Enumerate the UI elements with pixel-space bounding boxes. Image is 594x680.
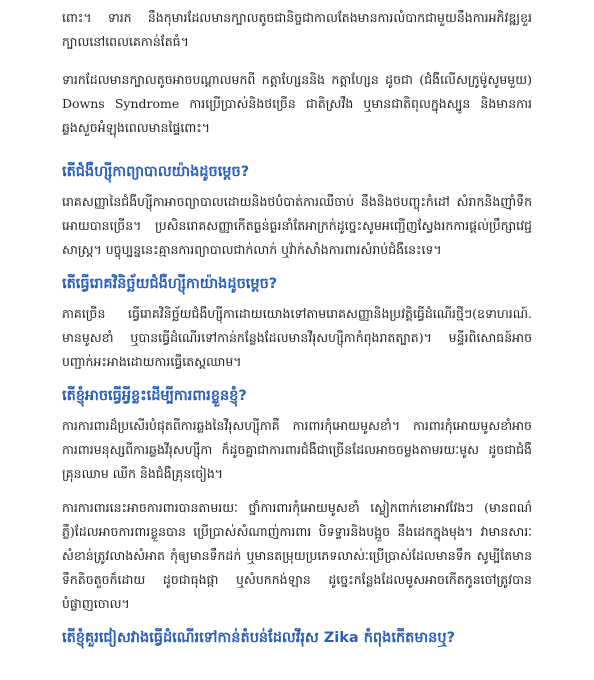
heading-treatment: តើជំងឺហ្ស៊ីកាព្យាបាលយ៉ាងដូចម្តេច? [62,164,250,180]
paragraph-protection-measures: ការការពារនេះអាចការពារបានតាមរយៈ ថ្នាំការពារកុំអោយមូសខាំ ស្លៀកពាក់ខោអាវវែងៗ (មានពណ៌ភ្លឺ)ដែលអាចការពារខ្លួនបាន ប្រើប្រាស់សំណាញ់ការពារ បិទទ្វារនិងបង្អួច នឹងដេកក្នុងមុង។ វាមានសារៈសំខាន់ត្រូវលាងសំអាត កុំឲ្យមានទឹកដក់ ឬមានតម្រុយប្រភេទលាស់ៈប្រើប្រាស់ដែលមានទឹក សូម្បីតែមានទឹកតិចតួចក៏ដោយ ដូចជាធុងផ្កា ឬសំបកកង់ឡាន ដូច្នេះកន្លែងដែលមូសអាចកើតកូនចៅត្រូវបានបំផ្លាញចោល។ [62,500,532,611]
paragraph-protection-bites: ការការពារដ៏ប្រសើរបំផុតពីការឆ្លងនៃវីរុសហ្ស៊ីកាគឺ ការពារកុំអោយមូសខាំ។ ការពារកុំអោយមូសខាំអាចការពារមនុស្សពីការឆ្លងវីរុសហ្ស៊ីកា ក៏ដូចគ្នាជាការពារជំងឺជាច្រើនដែលអាចចម្លងតាមរយៈមូស ដូចជាជំងឺគ្រុនឈាម ឈីក និងជំងឺគ្រុនចៀង។ [62,418,532,481]
heading-protection: តើខ្ញុំអាចធ្វើអ្វីខ្លះដើម្បីការពារខ្លួនខ្ញុំ? [62,388,247,404]
paragraph-diagnosis: ភាគច្រើន ធ្វើរោគវិនិច្ឆ័យជំងឺហ្ស៊ីកាដោយយោងទៅតាមរោគសញ្ញានិងប្រវត្តិធ្វើដំណើរថ្មីៗ(ឧទាហរណ៍. មានមូសខាំ ឬបានធ្វើដំណើរទៅកាន់កន្លែងដែលមានវីរុសហ្ស៊ីកាកំពុងរាតត្បាត)។ មន្ទីរពិសោធន៍អាចបញ្ជាក់អះអាងដោយការធ្វើតេស្តឈាម។ [62,306,532,369]
heading-travel: តើខ្ញុំគួរជៀសវាងធ្វើដំណើរទៅកាន់តំបន់ដែលវីរុស Zika កំពុងកើតមានឬ? [62,630,455,646]
paragraph-treatment: រោគសញ្ញានៃជំងឺហ្ស៊ីកាអាចព្យាបាលដោយនិងថបំបាត់ការឈឺចាប់ នឹងនិងថបញ្ចុះកំដៅ សំរាកនិងញ៉ាំទឹកអោយបានច្រើន។ ប្រសិនរោគសញ្ញាកើតធ្ងន់ធ្ងរនាំតែអាក្រក់ដូច្នេះសូមអញ្ជើញស្វែងរកការផ្តល់ប្រឹក្សាវេជ្ជសាស្ត្រ។ បច្ចុប្បន្ននេះគ្មានការព្យាបាលជាក់លាក់ ឬវ៉ាក់សាំងការពារសំរាប់ជំងឺនេះទេ។ [62,194,532,257]
paragraph-microcephaly-development: ពោះ។ ទារក នឹងកុមារដែលមានក្បាលតូចជានិច្ចជាកាលតែងមានការលំបាកជាមួយនឹងការអភិវឌ្ឍខួរក្បាលនៅពេលគេកាន់តែធំ។ [62,10,532,49]
paragraph-microcephaly-causes: ទារកដែលមានក្បាលតូចអាចបណ្តាលមកពី កត្តាហ្សែននិង កត្តាហ្សែន ដូចជា (ជំងឺលើសក្រូម៉ូសូមមួយ) Downs Syndrome ការប្រើប្រាស់និងថច្រើន ជាតិស្រវឹង ឬមានជាតិពុលក្នុងស្បូន និងមានការឆ្លងសួចអំឡុងពេលមានផ្ទៃពោះ។ [62,72,532,135]
heading-diagnosis: តើធ្វើរោគវិនិច្ឆ័យជំងឺហ្ស៊ីកាយ៉ាងដូចម្តេច? [62,276,278,292]
